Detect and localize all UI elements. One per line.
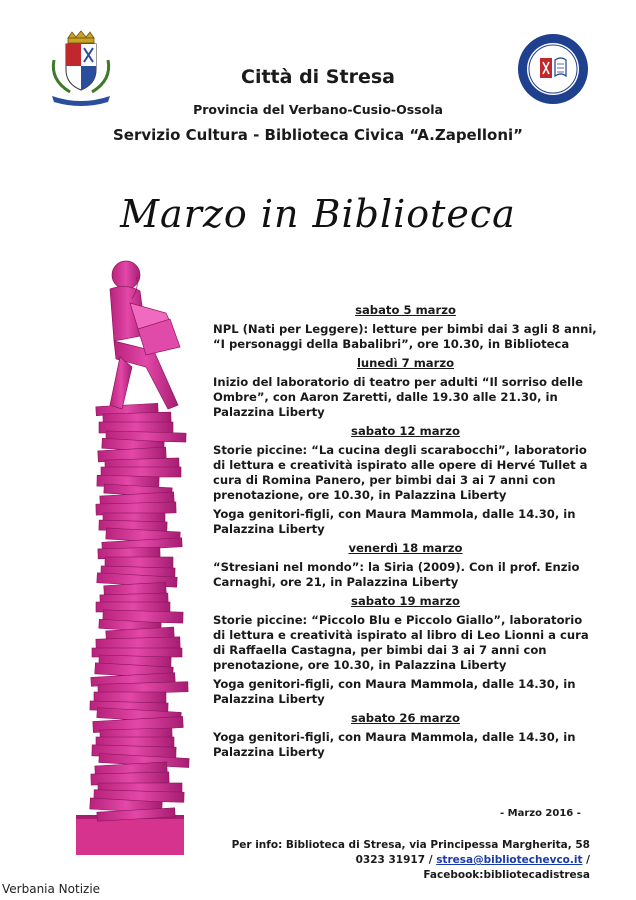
source-credit: Verbania Notizie (2, 882, 101, 896)
event-date: venerdì 18 marzo (348, 541, 463, 555)
phone-text: 0323 31917 / (355, 854, 437, 866)
edition-date: - Marzo 2016 - (500, 808, 581, 819)
contact-line (200, 853, 590, 883)
address-line: Per info: Biblioteca di Stresa, via Principessa Margherita, 58 (231, 839, 590, 851)
event-description: Yoga genitori-figli, con Maura Mammola, dalle 14.30, in Palazzina Liberty (213, 677, 576, 706)
event-day (213, 594, 598, 707)
email-link[interactable]: stresa@bibliotechevco.it (436, 854, 583, 866)
event-description: Yoga genitori-figli, con Maura Mammola, dalle 14.30, in Palazzina Liberty (213, 507, 576, 536)
facebook-text: / Facebook:bibliotecadistresa (423, 854, 590, 881)
event-day (213, 424, 598, 537)
event-date: lunedì 7 marzo (356, 356, 455, 370)
contact-info (200, 838, 590, 883)
book-tower-statue-image (70, 255, 200, 855)
event-description: Yoga genitori-figli, con Maura Mammola, dalle 14.30, in Palazzina Liberty (213, 730, 576, 759)
city-name: Città di Stresa (241, 66, 395, 88)
service-name: Servizio Cultura - Biblioteca Civica “A.Zapelloni” (112, 126, 524, 144)
province-name: Provincia del Verbano-Cusio-Ossola (193, 102, 443, 117)
event-day (213, 711, 598, 760)
event-description: Inizio del laboratorio di teatro per adulti “Il sorriso delle Ombre”, con Aaron Zaretti, dalle 19.30 alle 21.30, in Palazzina Liberty (213, 375, 583, 419)
event-description: NPL (Nati per Leggere): letture per bimbi dai 3 agli 8 anni, “I personaggi della Babalibri”, ore 10.30, in Biblioteca (213, 322, 597, 351)
event-date: sabato 26 marzo (351, 711, 460, 725)
event-date: sabato 12 marzo (351, 424, 460, 438)
events-list (213, 303, 598, 764)
event-description: Storie piccine: “La cucina degli scarabocchi”, laboratorio di lettura e creatività ispirato alle opere di Hervé Tullet a cura di Romina Panero, per bimbi dai 3 ai 7 anni con prenotazione, ore 10.30, in Palazzina Liberty (213, 443, 588, 502)
event-day (213, 541, 598, 590)
event-day (213, 303, 598, 352)
event-date: sabato 5 marzo (355, 303, 456, 317)
event-date: sabato 19 marzo (351, 594, 460, 608)
poster-title: Marzo in Biblioteca (120, 192, 516, 236)
event-description: Storie piccine: “Piccolo Blu e Piccolo Giallo”, laboratorio di lettura e creatività ispirato al libro di Leo Lionni a cura di Raffaella Castagna, per bimbi dai 3 ai 7 anni con prenotazione, ore 10.30, in Palazzina Liberty (213, 613, 589, 672)
event-day (213, 356, 598, 420)
event-description: “Stresiani nel mondo”: la Siria (2009). Con il prof. Enzio Carnaghi, ore 21, in Palazzina Liberty (213, 560, 580, 589)
